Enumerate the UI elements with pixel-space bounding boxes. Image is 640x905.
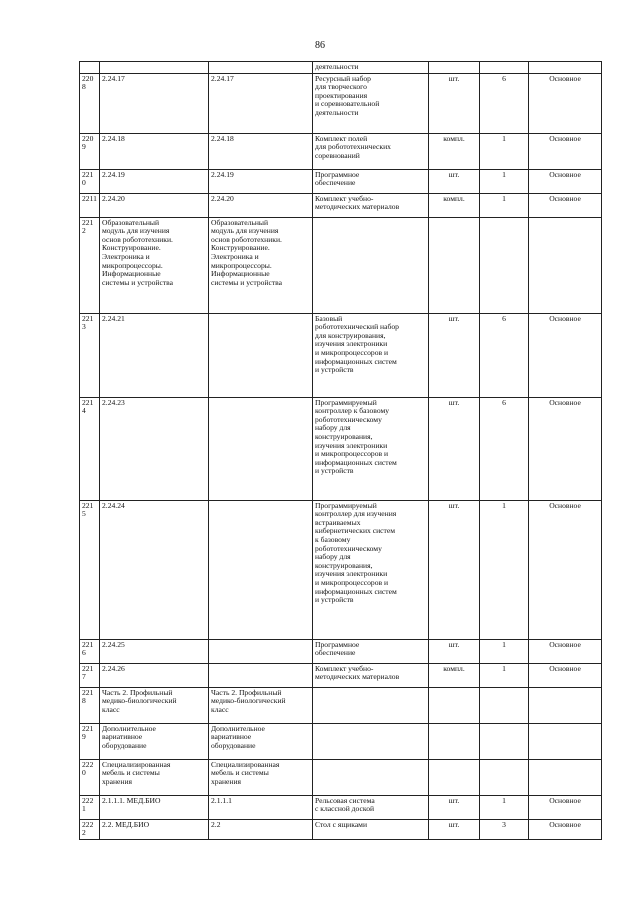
code-cell: 2.24.23	[100, 397, 209, 500]
code-ref-cell	[209, 500, 313, 639]
table-row	[80, 759, 602, 795]
type-cell: Основное	[529, 193, 602, 217]
quantity-cell: 1	[480, 795, 529, 819]
type-cell	[529, 723, 602, 759]
table-row	[80, 217, 602, 313]
item-name-cell: Программируемый контроллер для изучения встраиваемых кибернетических систем к базовому робототехническому набору для конструирования, изучения электроники и микропроцессоров и информационных систем и устройств	[313, 500, 429, 639]
quantity-cell: 1	[480, 500, 529, 639]
table-row	[80, 193, 602, 217]
code-ref-cell	[209, 639, 313, 663]
type-cell	[529, 62, 602, 74]
type-cell: Основное	[529, 500, 602, 639]
code-ref-cell	[209, 663, 313, 687]
code-ref-cell: Дополнительное вариативное оборудование	[209, 723, 313, 759]
unit-cell	[429, 759, 480, 795]
code-cell: 2.24.26	[100, 663, 209, 687]
table-row	[80, 313, 602, 397]
type-cell	[529, 687, 602, 723]
page-number: 86	[315, 40, 325, 51]
unit-cell: шт.	[429, 819, 480, 839]
table-row	[80, 397, 602, 500]
table-body	[80, 62, 602, 840]
code-cell: Часть 2. Профильный медико-биологический класс	[100, 687, 209, 723]
quantity-cell: 6	[480, 73, 529, 133]
item-name-cell	[313, 687, 429, 723]
item-name-cell	[313, 723, 429, 759]
table-row	[80, 133, 602, 169]
type-cell: Основное	[529, 313, 602, 397]
row-number-cell: 2216	[80, 639, 100, 663]
quantity-cell	[480, 217, 529, 313]
type-cell: Основное	[529, 133, 602, 169]
unit-cell: шт.	[429, 795, 480, 819]
item-name-cell: Комплект учебно- методических материалов	[313, 193, 429, 217]
unit-cell: компл.	[429, 193, 480, 217]
table-row	[80, 500, 602, 639]
type-cell: Основное	[529, 397, 602, 500]
code-ref-cell	[209, 313, 313, 397]
type-cell: Основное	[529, 169, 602, 193]
unit-cell: шт.	[429, 500, 480, 639]
row-number-cell: 2215	[80, 500, 100, 639]
quantity-cell: 1	[480, 169, 529, 193]
table-row	[80, 639, 602, 663]
unit-cell	[429, 217, 480, 313]
unit-cell	[429, 62, 480, 74]
code-cell: Специализированная мебель и системы хранения	[100, 759, 209, 795]
type-cell: Основное	[529, 639, 602, 663]
row-number-cell: 2210	[80, 169, 100, 193]
item-name-cell: Программное обеспечение	[313, 169, 429, 193]
code-ref-cell: 2.24.17	[209, 73, 313, 133]
row-number-cell: 2212	[80, 217, 100, 313]
item-name-cell: Стол с ящиками	[313, 819, 429, 839]
row-number-cell: 2213	[80, 313, 100, 397]
code-cell: Дополнительное вариативное оборудование	[100, 723, 209, 759]
item-name-cell: Ресурсный набор для творческого проектирования и соревновательной деятельности	[313, 73, 429, 133]
item-name-cell: деятельности	[313, 62, 429, 74]
quantity-cell: 6	[480, 397, 529, 500]
quantity-cell	[480, 687, 529, 723]
code-ref-cell: 2.24.18	[209, 133, 313, 169]
type-cell: Основное	[529, 663, 602, 687]
row-number-cell: 2221	[80, 795, 100, 819]
code-cell: 2.1.1.1. МЕД.БИО	[100, 795, 209, 819]
type-cell: Основное	[529, 795, 602, 819]
code-cell: 2.24.19	[100, 169, 209, 193]
quantity-cell	[480, 62, 529, 74]
code-cell: 2.24.24	[100, 500, 209, 639]
code-cell: 2.24.25	[100, 639, 209, 663]
code-cell	[100, 62, 209, 74]
unit-cell: шт.	[429, 73, 480, 133]
unit-cell: компл.	[429, 663, 480, 687]
quantity-cell: 3	[480, 819, 529, 839]
unit-cell: шт.	[429, 397, 480, 500]
code-ref-cell: 2.2	[209, 819, 313, 839]
code-ref-cell: 2.24.20	[209, 193, 313, 217]
code-ref-cell: 2.24.19	[209, 169, 313, 193]
row-number-cell: 2220	[80, 759, 100, 795]
quantity-cell	[480, 723, 529, 759]
quantity-cell: 1	[480, 663, 529, 687]
code-cell: 2.24.17	[100, 73, 209, 133]
code-ref-cell: Часть 2. Профильный медико-биологический класс	[209, 687, 313, 723]
item-name-cell: Комплект учебно- методических материалов	[313, 663, 429, 687]
code-ref-cell: Образовательный модуль для изучения основ робототехники. Конструирование. Электроника и микропроцессоры. Информационные системы и устройства	[209, 217, 313, 313]
type-cell	[529, 217, 602, 313]
code-ref-cell: 2.1.1.1	[209, 795, 313, 819]
quantity-cell: 1	[480, 639, 529, 663]
row-number-cell: 2222	[80, 819, 100, 839]
code-ref-cell	[209, 397, 313, 500]
table-row	[80, 795, 602, 819]
type-cell	[529, 759, 602, 795]
row-number-cell	[80, 62, 100, 74]
unit-cell	[429, 687, 480, 723]
code-cell: 2.2. МЕД.БИО	[100, 819, 209, 839]
quantity-cell	[480, 759, 529, 795]
unit-cell: шт.	[429, 169, 480, 193]
unit-cell	[429, 723, 480, 759]
quantity-cell: 1	[480, 133, 529, 169]
unit-cell: шт.	[429, 313, 480, 397]
row-number-cell: 2214	[80, 397, 100, 500]
table-row	[80, 663, 602, 687]
row-number-cell: 2211	[80, 193, 100, 217]
table-row	[80, 73, 602, 133]
row-number-cell: 2208	[80, 73, 100, 133]
equipment-table	[79, 61, 602, 840]
table-row	[80, 687, 602, 723]
code-ref-cell	[209, 62, 313, 74]
quantity-cell: 6	[480, 313, 529, 397]
row-number-cell: 2218	[80, 687, 100, 723]
item-name-cell: Программируемый контроллер к базовому робототехническому набору для конструирования, изучения электроники и микропроцессоров и информационных систем и устройств	[313, 397, 429, 500]
item-name-cell: Комплект полей для робототехнических соревнований	[313, 133, 429, 169]
type-cell: Основное	[529, 819, 602, 839]
item-name-cell: Программное обеспечение	[313, 639, 429, 663]
code-cell: 2.24.21	[100, 313, 209, 397]
type-cell: Основное	[529, 73, 602, 133]
row-number-cell: 2209	[80, 133, 100, 169]
table-row	[80, 723, 602, 759]
table-row	[80, 62, 602, 74]
item-name-cell	[313, 217, 429, 313]
unit-cell: компл.	[429, 133, 480, 169]
row-number-cell: 2217	[80, 663, 100, 687]
table-row	[80, 169, 602, 193]
code-ref-cell: Специализированная мебель и системы хранения	[209, 759, 313, 795]
quantity-cell: 1	[480, 193, 529, 217]
item-name-cell: Рельсовая система с классной доской	[313, 795, 429, 819]
code-cell: 2.24.20	[100, 193, 209, 217]
row-number-cell: 2219	[80, 723, 100, 759]
item-name-cell	[313, 759, 429, 795]
table-row	[80, 819, 602, 839]
unit-cell: шт.	[429, 639, 480, 663]
code-cell: 2.24.18	[100, 133, 209, 169]
item-name-cell: Базовый робототехнический набор для конструирования, изучения электроники и микропроцессоров и информационных систем и устройств	[313, 313, 429, 397]
code-cell: Образовательный модуль для изучения основ робототехники. Конструирование. Электроника и микропроцессоры. Информационные системы и устройства	[100, 217, 209, 313]
